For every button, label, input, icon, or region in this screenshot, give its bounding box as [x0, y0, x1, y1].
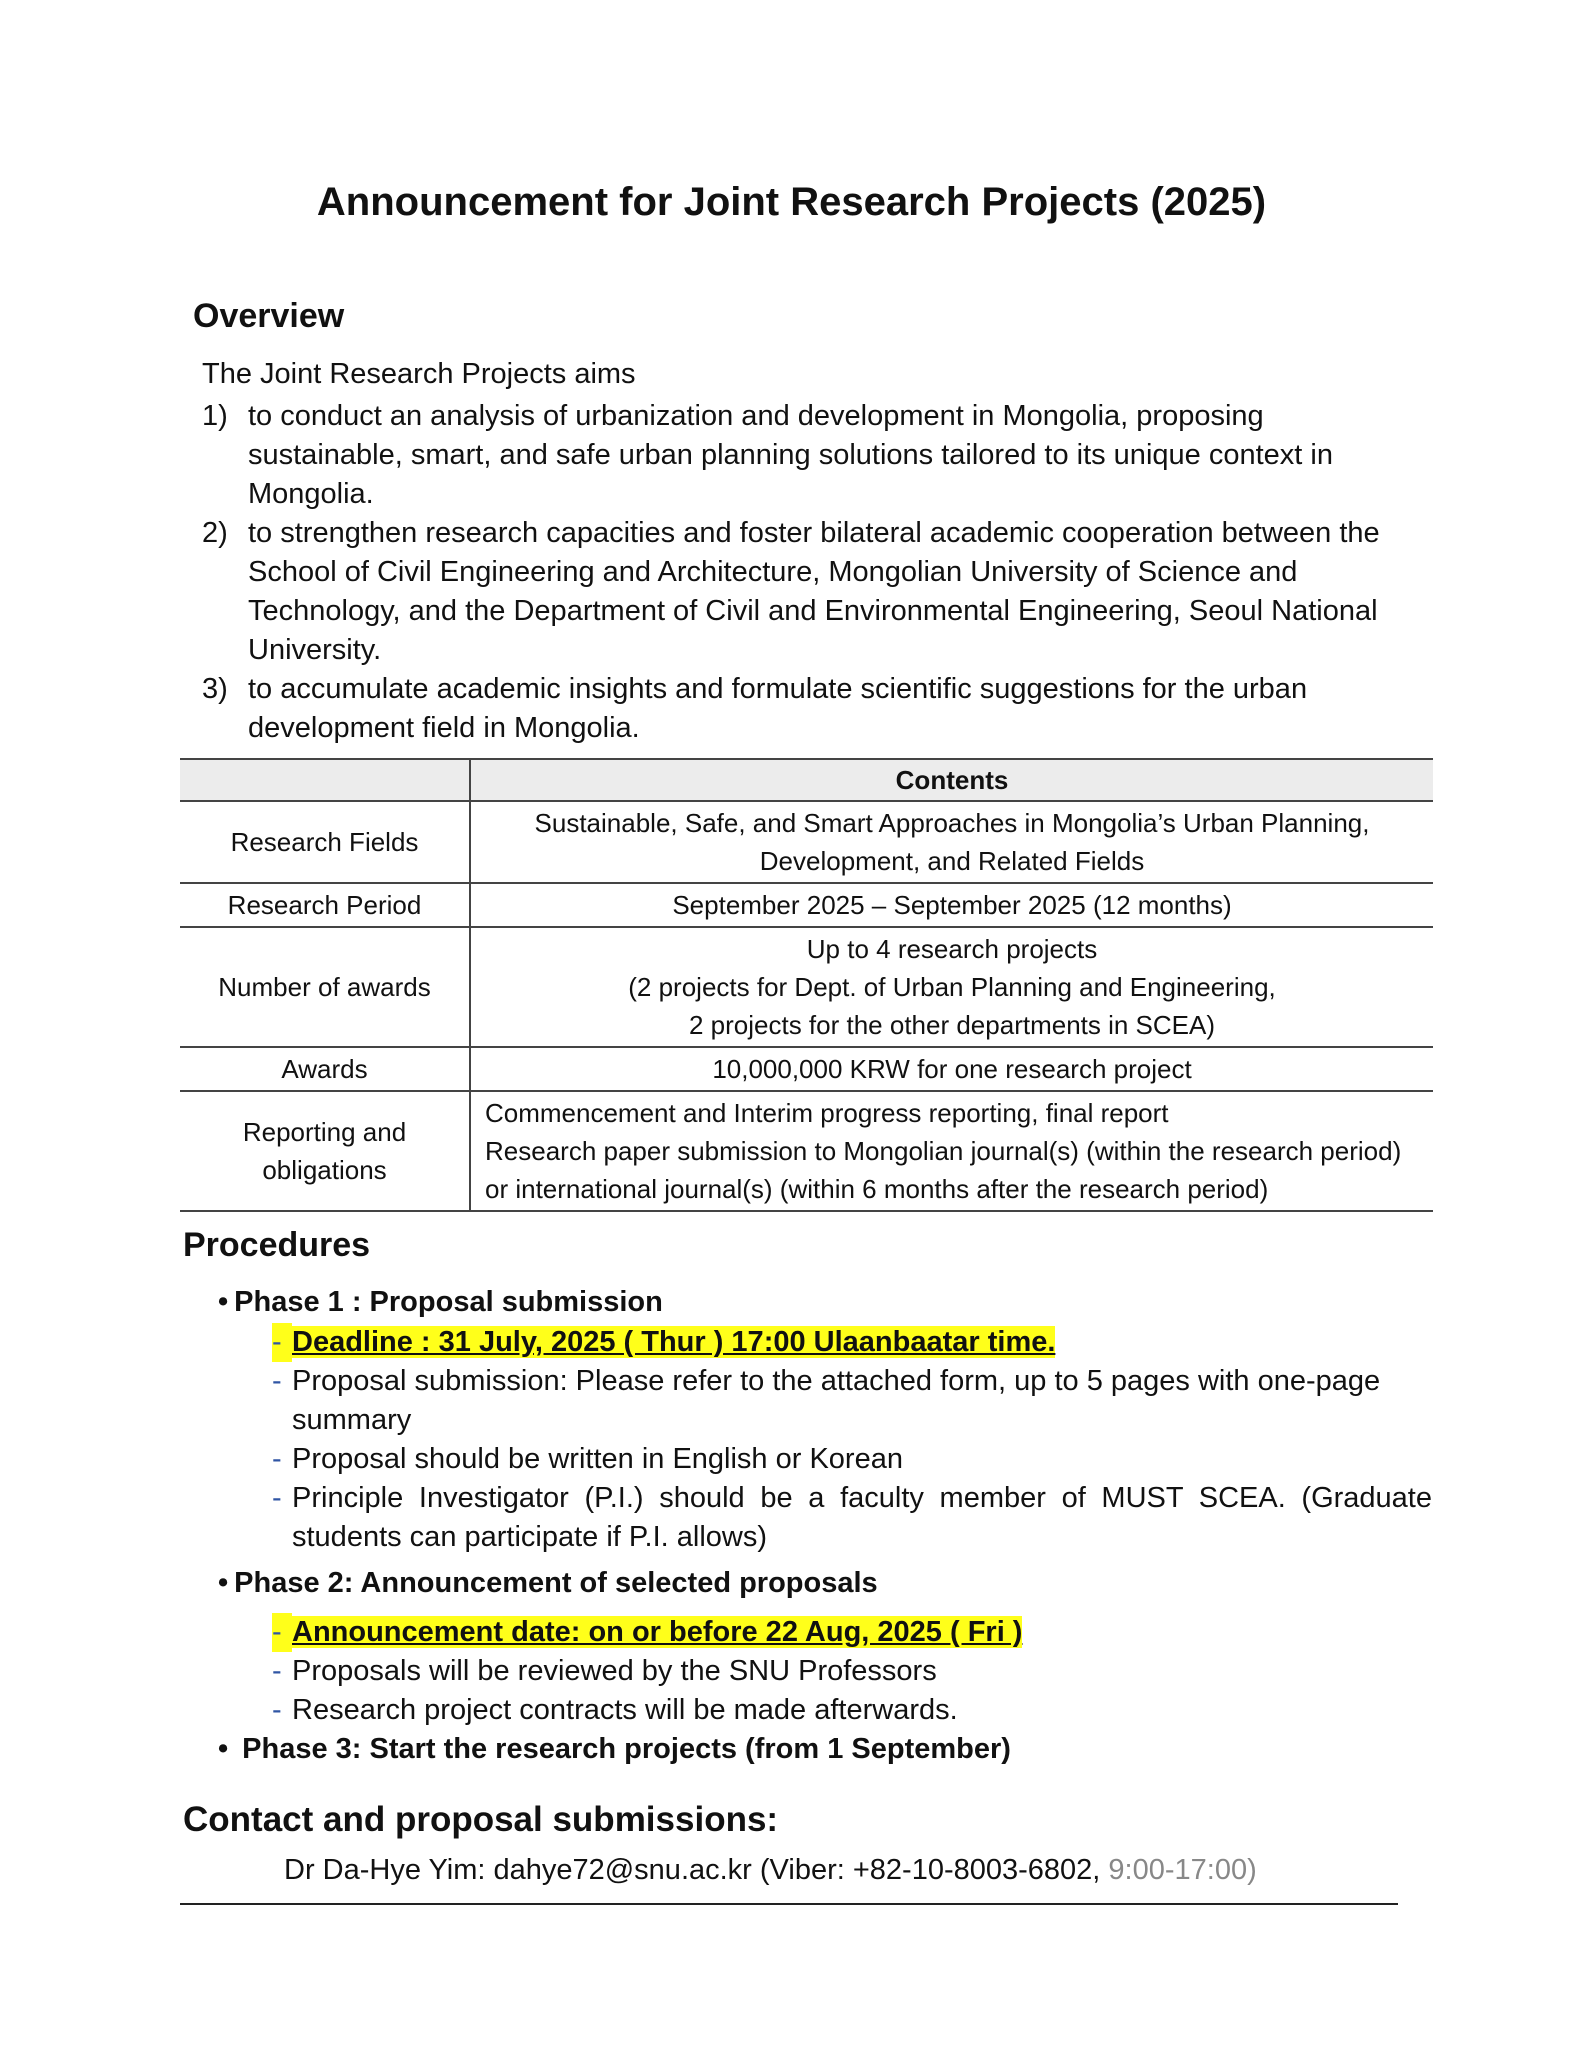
overview-heading: Overview [193, 297, 345, 335]
row-line: 10,000,000 KRW for one research project [712, 1054, 1192, 1084]
contact-details: Dr Da-Hye Yim: dahye72@snu.ac.kr (Viber: +82-10-8003-6802, [284, 1854, 1109, 1886]
row-label: Awards [180, 1047, 470, 1091]
aim-number: 2) [202, 517, 228, 549]
table-header-row [180, 759, 1433, 801]
row-line: Up to 4 research projects [806, 934, 1098, 964]
row-content [470, 883, 1433, 927]
row-content [470, 1047, 1433, 1091]
phase-title-text: Phase 1 : Proposal submission [234, 1286, 663, 1318]
table-row [180, 1091, 1433, 1211]
aim-item [202, 514, 1422, 670]
dash-icon: - [272, 1613, 292, 1652]
row-label: Number of awards [180, 927, 470, 1047]
deadline-text: Deadline : 31 July, 2025 ( Thur ) 17:00 Ulaanbaatar time. [292, 1326, 1056, 1358]
row-label: Research Period [180, 883, 470, 927]
phase-3-title [218, 1733, 1011, 1766]
contact-line [284, 1854, 1257, 1887]
table-header-cell: Contents [470, 759, 1433, 801]
row-line: Research paper submission to Mongolian journal(s) (within the research period) [485, 1136, 1402, 1166]
row-content [470, 1091, 1433, 1211]
table-row [180, 1047, 1433, 1091]
aim-item [202, 397, 1422, 514]
phase-1-item [272, 1362, 1432, 1440]
row-line: Commencement and Interim progress reporting, final report [485, 1098, 1169, 1128]
row-label [180, 1091, 470, 1211]
table-row [180, 883, 1433, 927]
phase-2-announcement [272, 1613, 1432, 1652]
phase-title-text: Phase 2: Announcement of selected proposals [234, 1567, 878, 1599]
dash-icon: - [272, 1443, 282, 1475]
phase-2-title [218, 1567, 878, 1600]
procedures-heading: Procedures [183, 1226, 371, 1264]
phase-1-title [218, 1286, 663, 1319]
row-label: Research Fields [180, 801, 470, 883]
phase-2-item [272, 1652, 1432, 1691]
project-info-table [180, 758, 1433, 1212]
bullet-icon: • [218, 1286, 229, 1318]
row-label-line: obligations [262, 1155, 387, 1185]
phase-title-text: Phase 3: Start the research projects (from 1 September) [242, 1733, 1011, 1765]
phase-1-deadline [272, 1323, 1432, 1362]
row-content [470, 801, 1433, 883]
phase-2-item [272, 1691, 1432, 1730]
item-text: Proposal submission: Please refer to the attached form, up to 5 pages with one-page summary [292, 1365, 1381, 1436]
footer-divider [180, 1903, 1398, 1905]
aim-number: 3) [202, 673, 228, 705]
dash-icon: - [272, 1365, 282, 1397]
dash-icon: - [272, 1694, 282, 1726]
aim-item [202, 670, 1422, 748]
item-text: Research project contracts will be made afterwards. [292, 1694, 958, 1726]
table-row [180, 927, 1433, 1047]
aim-text: to accumulate academic insights and formulate scientific suggestions for the urban development field in Mongolia. [248, 673, 1308, 744]
bullet-icon: • [218, 1733, 229, 1765]
item-text: Proposal should be written in English or Korean [292, 1443, 903, 1475]
table-header-cell [180, 759, 470, 801]
bullet-icon: • [218, 1567, 229, 1599]
dash-icon: - [272, 1323, 292, 1362]
row-line: Sustainable, Safe, and Smart Approaches in Mongolia’s Urban Planning, [534, 808, 1370, 838]
phase-1-item [272, 1479, 1432, 1557]
overview-intro: The Joint Research Projects aims [202, 358, 636, 390]
table-row [180, 801, 1433, 883]
contact-heading: Contact and proposal submissions: [183, 1800, 779, 1839]
item-text: Principle Investigator (P.I.) should be a faculty member of MUST SCEA. (Graduate students can participate if P.I. allows) [292, 1482, 1432, 1553]
row-line: Development, and Related Fields [759, 846, 1145, 876]
dash-icon: - [272, 1482, 282, 1514]
row-label-line: Reporting and [242, 1117, 407, 1147]
dash-icon: - [272, 1655, 282, 1687]
row-line: (2 projects for Dept. of Urban Planning and Engineering, [628, 972, 1276, 1002]
row-line: 2 projects for the other departments in SCEA) [688, 1010, 1216, 1040]
aim-text: to conduct an analysis of urbanization and development in Mongolia, proposing sustainable, smart, and safe urban planning solutions tailored to its unique context in Mongolia. [248, 400, 1333, 510]
row-content [470, 927, 1433, 1047]
aim-number: 1) [202, 400, 228, 432]
row-line: or international journal(s) (within 6 months after the research period) [485, 1174, 1269, 1204]
aims-list [202, 397, 1422, 748]
aim-text: to strengthen research capacities and foster bilateral academic cooperation between the School of Civil Engineering and Architecture, Mongolian University of Science and Technology, and the Department of Civil and Environmental Engineering, Seoul National University. [248, 517, 1380, 666]
contact-hours: 9:00-17:00) [1108, 1854, 1257, 1886]
item-text: Proposals will be reviewed by the SNU Professors [292, 1655, 937, 1687]
phase-1-item [272, 1440, 1432, 1479]
announcement-text: Announcement date: on or before 22 Aug, 2025 ( Fri ) [292, 1616, 1023, 1648]
row-line: September 2025 – September 2025 (12 months) [672, 890, 1232, 920]
page-title: Announcement for Joint Research Projects (2025) [316, 180, 1267, 224]
